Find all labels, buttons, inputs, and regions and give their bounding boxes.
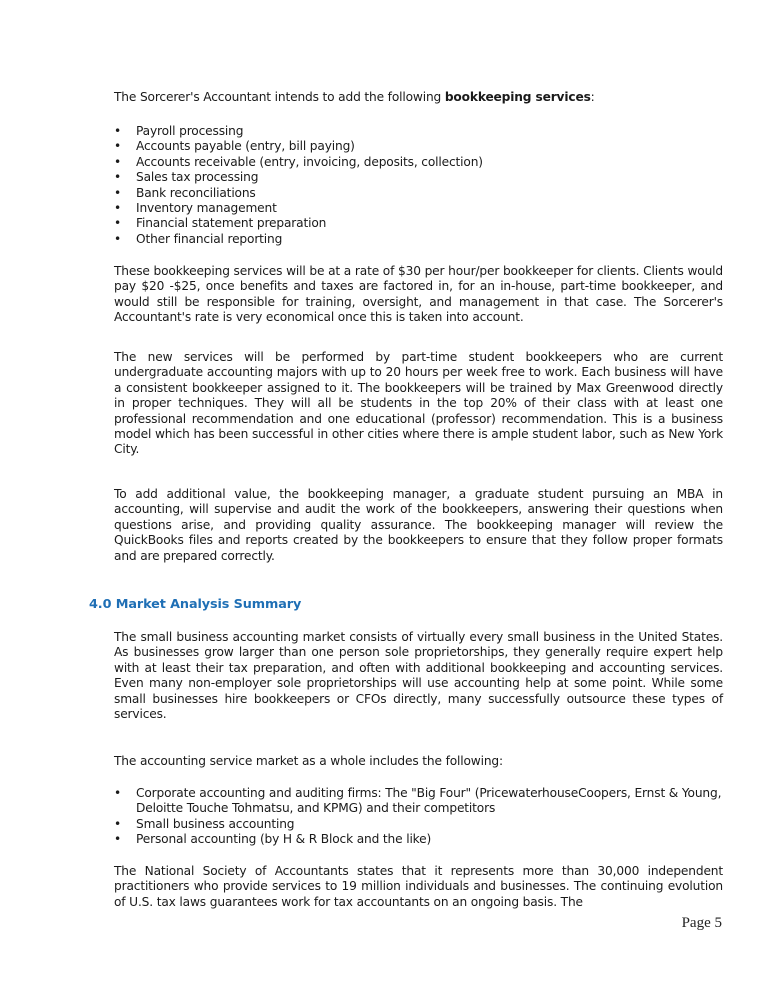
list-item (114, 170, 734, 185)
bullet-icon: • (114, 216, 122, 231)
list-item (114, 201, 734, 216)
bullet-icon: • (114, 185, 122, 200)
bullet-icon: • (114, 786, 122, 800)
staff-paragraph: The new services will be performed by part-time student bookkeepers who are current undergraduate accounting majors with up to 20 hours per week free to work. Each business will have a consistent bookkeeper assigned to it. The bookkeepers will be trained by Max Greenwood directly in proper techniques. They will all be students in the top 20% of their class with at least one professional recommendation and one educational (professor) recommendation. This is a business model which has been successful in other cities where there is ample student labor, such as New York City. (114, 350, 723, 457)
list-item-text: Sales tax processing (136, 170, 259, 185)
list-item-text: Personal accounting (by H & R Block and the like) (136, 832, 432, 847)
intro-sentence (114, 90, 723, 105)
market-list (114, 786, 734, 848)
bullet-icon: • (114, 201, 122, 216)
list-item-text: Accounts receivable (entry, invoicing, deposits, collection) (136, 154, 483, 169)
bullet-icon: • (114, 832, 122, 847)
bullet-icon: • (114, 124, 122, 138)
list-item-text: Corporate accounting and auditing firms: The "Big Four" (PricewaterhouseCoopers, Ernst & Young, Deloitte Touche Tohmatsu, and KPMG) and their competitors (136, 786, 722, 816)
bullet-icon: • (114, 139, 122, 154)
list-item (114, 186, 734, 201)
bullet-icon: • (114, 816, 122, 831)
list-item-text: Payroll processing (136, 124, 244, 138)
list-item-text: Financial statement preparation (136, 216, 327, 231)
list-item-text: Inventory management (136, 201, 277, 216)
list-item (114, 216, 734, 231)
services-list (114, 124, 734, 247)
list-item (114, 139, 734, 154)
list-item (114, 832, 722, 847)
list-item-text: Small business accounting (136, 816, 295, 831)
list-item (114, 155, 734, 170)
includes-intro: The accounting service market as a whole includes the following: (114, 754, 503, 768)
rate-paragraph: These bookkeeping services will be at a rate of $30 per hour/per bookkeeper for clients. Clients would pay $20 -$25, once benefits and taxes are factored in, for an in-house, part-time bookkeeper, and would still be responsible for training, oversight, and management in that case. The Sorcerer's Accountant's rate is very economical once this is taken into account. (114, 264, 723, 325)
intro-text: The Sorcerer's Accountant intends to add the following (114, 90, 445, 104)
bullet-icon: • (114, 154, 122, 169)
list-item (114, 124, 734, 139)
list-item-text: Other financial reporting (136, 231, 283, 246)
list-item (114, 786, 722, 817)
list-item (114, 817, 722, 832)
section-heading: 4.0 Market Analysis Summary (89, 597, 302, 612)
manager-paragraph: To add additional value, the bookkeeping manager, a graduate student pursuing an MBA in accounting, will supervise and audit the work of the bookkeepers, answering their questions when questions arise, and providing quality assurance. The bookkeeping manager will review the QuickBooks files and reports created by the bookkeepers to ensure that they follow proper formats and are prepared correctly. (114, 487, 723, 563)
list-item-text: Bank reconciliations (136, 185, 256, 200)
page-number: Page 5 (681, 915, 722, 931)
nsa-paragraph: The National Society of Accountants states that it represents more than 30,000 independent practitioners who provide services to 19 million individuals and businesses. The continuing evolution of U.S. tax laws guarantees work for tax accountants on an ongoing basis. The (114, 864, 723, 909)
intro-bold-text: bookkeeping services (444, 90, 591, 104)
bullet-icon: • (114, 231, 122, 246)
list-item (114, 232, 734, 247)
list-item-text: Accounts payable (entry, bill paying) (136, 139, 355, 154)
market-paragraph: The small business accounting market consists of virtually every small business in the United States. As businesses grow larger than one person sole proprietorships, they generally require expert help with at least their tax preparation, and often with additional bookkeeping and accounting services. Even many non-employer sole proprietorships will use accounting help at some point. While some small businesses hire bookkeepers or CFOs directly, many successfully outsource these types of services. (114, 630, 723, 722)
intro-colon: : (590, 90, 595, 104)
bullet-icon: • (114, 170, 122, 185)
